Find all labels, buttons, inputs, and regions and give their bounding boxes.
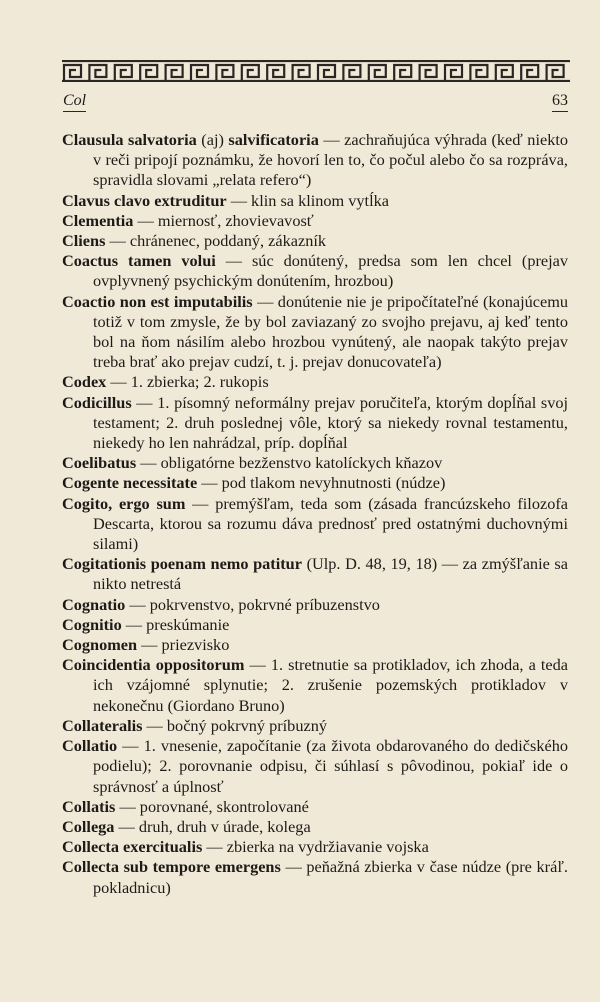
entry-definition: — chránenec, poddaný, zákazník xyxy=(105,231,327,251)
entry-term: Cognitio xyxy=(62,614,122,634)
dictionary-entry xyxy=(62,655,568,716)
entry-definition: — miernosť, zhovievavosť xyxy=(133,210,314,230)
entry-definition: — pokrvenstvo, pokrvné príbuzenstvo xyxy=(125,594,380,614)
entry-definition: — klin sa klinom vytĺka xyxy=(226,190,389,210)
entry-definition: — donútenie nie je pripočítateľné (konajúcemu totiž v tom zmysle, že by bol zaviazaný zo svojho prejavu, aj keď tento bol na ňom násilím alebo hrozbou vynútený, ale naopak takýto prejav treba brať ako prejav cudzí, t. j. prejav donucovateľa) xyxy=(93,291,568,372)
entry-term: Collatis xyxy=(62,796,116,816)
dictionary-entry xyxy=(62,393,568,454)
entry-term: Clavus clavo extruditur xyxy=(62,190,227,210)
dictionary-entry xyxy=(62,554,568,594)
dictionary-entry xyxy=(62,130,568,191)
dictionary-entry xyxy=(62,736,568,797)
entry-term: Collecta sub tempore emergens xyxy=(62,857,281,877)
entry-term: Cliens xyxy=(62,231,106,251)
entry-definition: — premýšľam, teda som (zásada francúzskeho filozofa Descarta, ktorou sa rozumu dáva prednosť pred ostatnými duchovnými silami) xyxy=(93,493,568,554)
entry-term: Cogito, ergo sum xyxy=(62,493,186,513)
entry-definition: — druh, druh v úrade, kolega xyxy=(114,816,311,836)
entry-definition: — 1. zbierka; 2. rukopis xyxy=(106,372,269,392)
entry-term: Clementia xyxy=(62,210,134,230)
page-number: 63 xyxy=(552,92,568,112)
entry-definition: — zachraňujúca výhrada (keď niekto v reči pripojí poznámku, že hovorí len to, čo počul alebo čo sa rozpráva, spravidla slovami „relata refero“) xyxy=(93,130,568,190)
dictionary-entry xyxy=(62,473,568,493)
entry-definition: — priezvisko xyxy=(137,635,230,655)
entry-definition: — 1. písomný neformálny prejav poručiteľa, ktorým dopĺňal svoj testament; 2. druh poslednej vôle, ktorý sa niekedy rovnal testamentu, niekedy ho len nahrádzal, príp. dopĺňal xyxy=(93,392,568,453)
dictionary-entry xyxy=(62,251,568,291)
greek-key-border xyxy=(62,60,570,82)
dictionary-entry xyxy=(62,231,568,251)
dictionary-entry xyxy=(62,857,568,897)
dictionary-entry xyxy=(62,191,568,211)
dictionary-entry xyxy=(62,716,568,736)
entry-term: Coelibatus xyxy=(62,453,137,473)
entry-definition: — pod tlakom nevyhnutnosti (núdze) xyxy=(197,473,446,493)
dictionary-entry xyxy=(62,595,568,615)
entry-definition: (Ulp. D. 48, 19, 18) — za zmýšľanie sa nikto netrestá xyxy=(93,554,568,594)
entry-definition: — súc donútený, predsa som len chcel (prejav ovplyvnený psychickým donútením, hrozbou) xyxy=(93,251,568,291)
entry-definition: — bočný pokrvný príbuzný xyxy=(142,715,327,735)
dictionary-entry xyxy=(62,615,568,635)
entry-term: Collecta exercitualis xyxy=(62,837,203,857)
entry-term: Coincidentia oppositorum xyxy=(62,655,245,675)
running-head: Col xyxy=(63,92,86,112)
entry-term: Cognomen xyxy=(62,635,138,655)
dictionary-entry xyxy=(62,494,568,555)
entry-term: Cogitationis poenam nemo patitur xyxy=(62,554,302,574)
dictionary-entries xyxy=(62,130,568,898)
entry-term: Clausula salvatoria xyxy=(62,130,197,149)
entry-definition: — 1. stretnutie sa protikladov, ich zhoda, a teda ich vzájomné splynutie; 2. zrušenie pozemských protikladov v nekonečnu (Giordano Bruno) xyxy=(93,655,568,715)
entry-term: Cogente necessitate xyxy=(62,473,198,493)
entry-term: Codicillus xyxy=(62,392,132,412)
entry-variant-note: (aj) xyxy=(196,130,229,149)
entry-term: Collatio xyxy=(62,736,118,756)
entry-definition: — obligatórne bezženstvo katolíckych kňazov xyxy=(136,453,443,473)
dictionary-entry xyxy=(62,837,568,857)
entry-term: Coactio non est imputabilis xyxy=(62,291,253,311)
entry-definition: — 1. vnesenie, započítanie (za života obdarovaného do dedičského podielu); 2. porovnanie odpisu, či súhlasí s pôvodinou, pokiaľ ide o správnosť a úplnosť xyxy=(93,736,568,796)
dictionary-entry xyxy=(62,797,568,817)
entry-term: Collega xyxy=(62,816,115,836)
entry-term-variant: salvificatoria xyxy=(228,130,319,149)
dictionary-entry xyxy=(62,211,568,231)
dictionary-entry xyxy=(62,635,568,655)
dictionary-entry xyxy=(62,292,568,373)
dictionary-entry xyxy=(62,453,568,473)
entry-definition: — preskúmanie xyxy=(121,614,230,634)
entry-term: Coactus tamen volui xyxy=(62,251,216,271)
dictionary-entry xyxy=(62,817,568,837)
dictionary-entry xyxy=(62,372,568,392)
entry-definition: — zbierka na vydržiavanie vojska xyxy=(202,837,429,857)
entry-definition: — peňažná zbierka v čase núdze (pre kráľ. pokladnicu) xyxy=(93,857,568,897)
entry-term: Codex xyxy=(62,372,107,392)
entry-definition: — porovnané, skontrolované xyxy=(115,796,309,816)
entry-term: Cognatio xyxy=(62,594,126,614)
entry-term: Collateralis xyxy=(62,715,143,735)
